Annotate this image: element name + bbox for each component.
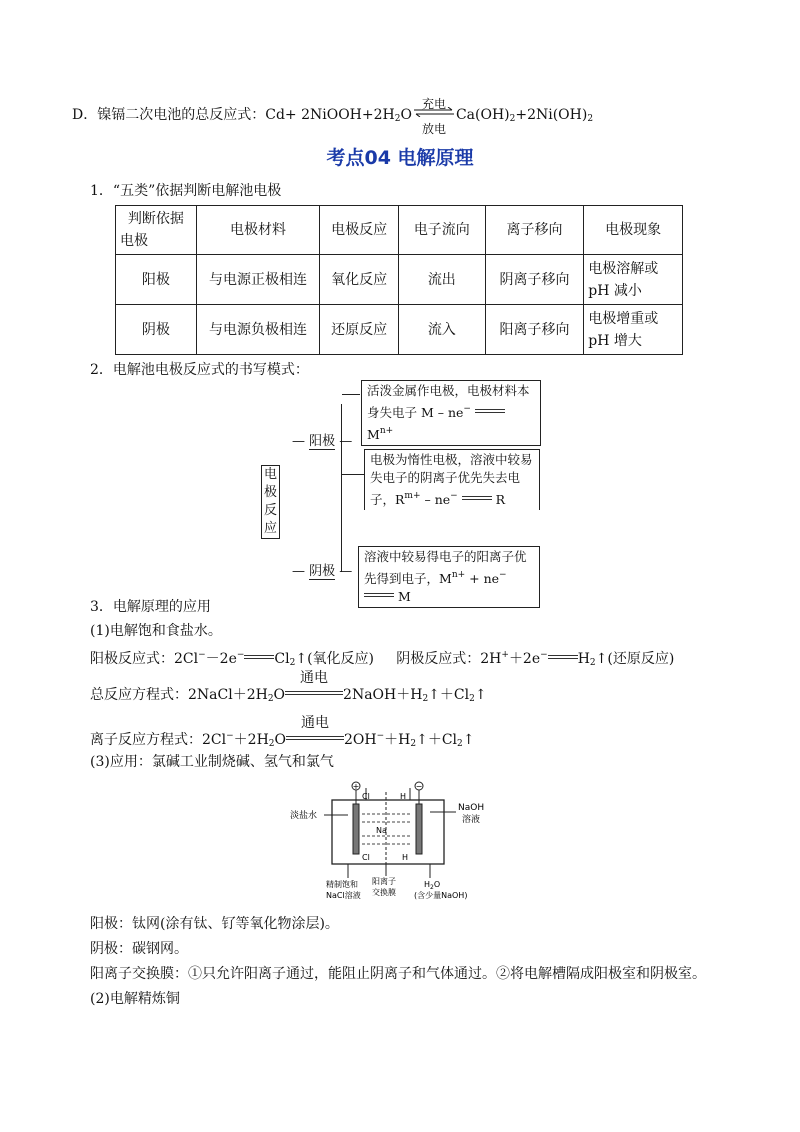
item-3: 3．电解原理的应用 [90,599,211,615]
box-line: 失电子的阴离子优先失去电 [370,470,521,485]
table-header-cell: 电极反应 [320,206,399,255]
cathode-description: 阴极：碳钢网。 [90,941,188,957]
eq-text: ＋H [384,732,411,748]
sub-item-2: (2)电解精炼铜 [90,991,180,1007]
equals-sign [548,655,578,659]
diagram-box-2 [364,449,540,510]
naoh-label: NaOH [458,803,485,813]
h-ion-label: H [402,853,409,862]
box-text: – ne [420,492,451,507]
superscript: − [376,731,385,741]
anode-electrode [353,804,359,854]
vertical-char: 极 [263,485,277,500]
superscript: − [463,404,471,414]
table-header-cell: 离子移向 [485,206,584,255]
brine-label: NaCl溶液 [326,891,361,900]
na-ion-label: Na [376,826,387,835]
cl-ion-label: Cl [362,853,370,862]
application: (3)应用：氯碱工业制烧碱、氢气和氯气 [90,754,334,770]
line-d-o: O [400,107,412,123]
diagram-vertical-box [261,465,280,539]
table-header-cell [116,206,197,255]
table-cell: 阴极 [116,305,197,355]
superscript: − [540,650,548,660]
table-cell: 阴离子移向 [485,255,584,305]
eq-text: ↑ [462,732,475,748]
eq-text: ＋2H [233,732,269,748]
cell-line: 电极增重或 [588,310,659,327]
box-text: M [367,427,380,442]
dash: — [339,434,353,449]
electrolysis-equals [286,715,344,749]
superscript: n+ [379,426,394,436]
box-line [370,487,534,509]
membrane-description: 阳离子交换膜：①只允许阳离子通过，能阻止阴离子和气体通过。②将电解槽隔成阳极室和阴极室。 [90,966,706,982]
box-line: 溶液中较易得电子的阳离子优 [364,549,527,564]
subscript: 2 [589,658,596,668]
eq-text: 离子反应方程式：2Cl [90,732,227,748]
table-cell: 流入 [398,305,485,355]
equals-sign [462,496,492,500]
subscript: 2 [430,884,434,891]
subscript: 2 [457,739,463,749]
subscript: 2 [422,694,429,704]
eq-text: ↑＋Cl [428,687,470,703]
charge-discharge-arrow [412,97,456,136]
box-text: 子，R [370,492,405,507]
sub-item-1: (1)电解饱和食盐水。 [90,623,222,639]
equals-bar [285,691,343,695]
cell-line: pH 增大 [588,332,642,349]
table-cell: 与电源正极相连 [196,255,320,305]
chlor-alkali-cell-diagram [290,780,510,904]
superscript: − [450,491,458,501]
cell-line: 电极溶解或 [588,260,659,277]
superscript: − [499,570,507,580]
plus-sign: + [352,782,360,791]
equals-sign [244,655,274,659]
cathode-node [292,560,352,579]
box-text: 身失电子 M – ne [367,405,464,420]
table-cell [584,305,683,355]
cathode-label: 阴极 [309,564,336,579]
subscript: 2 [267,694,274,704]
eq-text: O [274,732,286,748]
brine-label: 精制饱和 [326,880,358,889]
cell-line: pH 减小 [588,282,642,299]
eq-text: H [577,651,590,667]
anode-node [292,430,352,449]
eq-text: ↑＋Cl [416,732,458,748]
water-o: O [433,880,441,889]
eq-text: O [273,687,286,703]
membrane-label: 阳离子 [372,877,396,886]
dash: — [339,564,353,579]
eq-text: －2e [205,651,237,667]
table-cell: 流出 [398,255,485,305]
eq-text: ↑(还原反应) [595,651,675,667]
dilute-brine-label: 淡盐水 [290,811,318,821]
water-note: (含少量NaOH) [414,891,468,900]
line-d-product2: +2Ni(OH) [515,107,588,123]
vertical-char: 电 [263,467,277,482]
dash: — [292,434,305,449]
vertical-char: 应 [263,521,277,536]
eq-text: 2NaOH＋H [343,687,423,703]
equals-sign [475,409,505,413]
solution-label: 溶液 [462,815,481,825]
eq-text: ↑(氧化反应) [295,651,374,667]
branch-dash [342,474,364,475]
superscript: − [236,650,245,660]
electrode-equations [90,646,674,672]
minus-sign: − [415,782,423,791]
table-cell: 阳极 [116,255,197,305]
box-line: 活泼金属作电极，电极材料本 [367,383,530,398]
eq-text: ＋2e [508,651,541,667]
superscript: − [226,731,234,741]
table-cell: 还原反应 [320,305,399,355]
ion-equation [90,715,475,753]
water-h: H [424,880,431,889]
subscript: 2 [587,114,594,124]
table-row [116,255,683,305]
membrane-label: 交换膜 [372,888,396,897]
box-line [367,400,535,444]
anode-label: 阳极 [309,434,336,449]
line-d [72,97,594,136]
line-d-label: D．镍镉二次电池的总反应式： [72,107,266,123]
discharge-label: 放电 [421,122,446,136]
subscript: 2 [410,739,417,749]
tank-outline [332,800,444,864]
table-header-cell: 电极现象 [584,206,683,255]
item-1: 1．“五类”依据判断电解池电极 [90,183,282,199]
electrode-table [115,205,683,355]
anode-description: 阳极：钛网(涂有钛、钌等氧化物涂层)。 [90,916,339,932]
line-d-product1: Ca(OH) [455,107,510,123]
subscript: 2 [394,114,401,124]
eq-text: 阳极反应式：2Cl [90,651,199,667]
subscript: 2 [289,658,296,668]
section-title: 考点04 电解原理 [326,147,474,169]
superscript: + [501,650,509,660]
table-cell: 与电源负极相连 [196,305,320,355]
h2-label: H [400,792,407,801]
subscript: 2 [509,114,516,124]
charge-label: 充电 [421,97,446,111]
table-row [116,305,683,355]
table-header-cell: 电极材料 [196,206,320,255]
header-line: 判断依据 [127,211,184,227]
box-line [364,566,534,606]
table-cell: 阳离子移向 [485,305,584,355]
eq-text: 阴极反应式：2H [396,651,502,667]
table-header-row [116,206,683,255]
item-2: 2．电解池电极反应式的书写模式： [90,362,309,378]
vertical-char: 反 [263,503,277,518]
box-text: R [495,492,506,507]
subscript: 2 [469,694,475,704]
header-line: 电极 [120,233,148,249]
eq-text: 2OH [344,732,377,748]
box-text: 先得到电子，M [364,571,452,586]
water-label [424,880,440,891]
superscript: m+ [404,491,421,501]
box-text: M [397,589,411,604]
box-line: 电极为惰性电极，溶液中较易 [370,452,533,467]
branch-dash [342,394,360,395]
line-d-reactants: Cd+ 2NiOOH+2H [265,107,395,123]
cathode-electrode [416,804,422,854]
superscript: − [198,650,206,660]
cl2-label: Cl [362,792,370,801]
equals-sign [364,593,394,597]
electrolysis-equals [285,670,343,704]
eq-text: Cl [274,651,290,667]
condition-label: 通电 [301,715,329,731]
equals-bar [286,736,344,740]
condition-label: 通电 [300,670,329,686]
box-text: + ne [465,571,500,586]
eq-text: ↑ [474,687,487,703]
subscript: 2 [268,739,275,749]
diagram-box-1 [361,380,541,446]
table-header-cell: 电子流向 [398,206,485,255]
diagram-box-3 [358,546,540,608]
eq-text: 总反应方程式：2NaCl＋2H [90,687,268,703]
dash: — [292,564,305,579]
total-equation [90,670,487,708]
table-cell [584,255,683,305]
superscript: n+ [451,570,466,580]
table-cell: 氧化反应 [320,255,399,305]
